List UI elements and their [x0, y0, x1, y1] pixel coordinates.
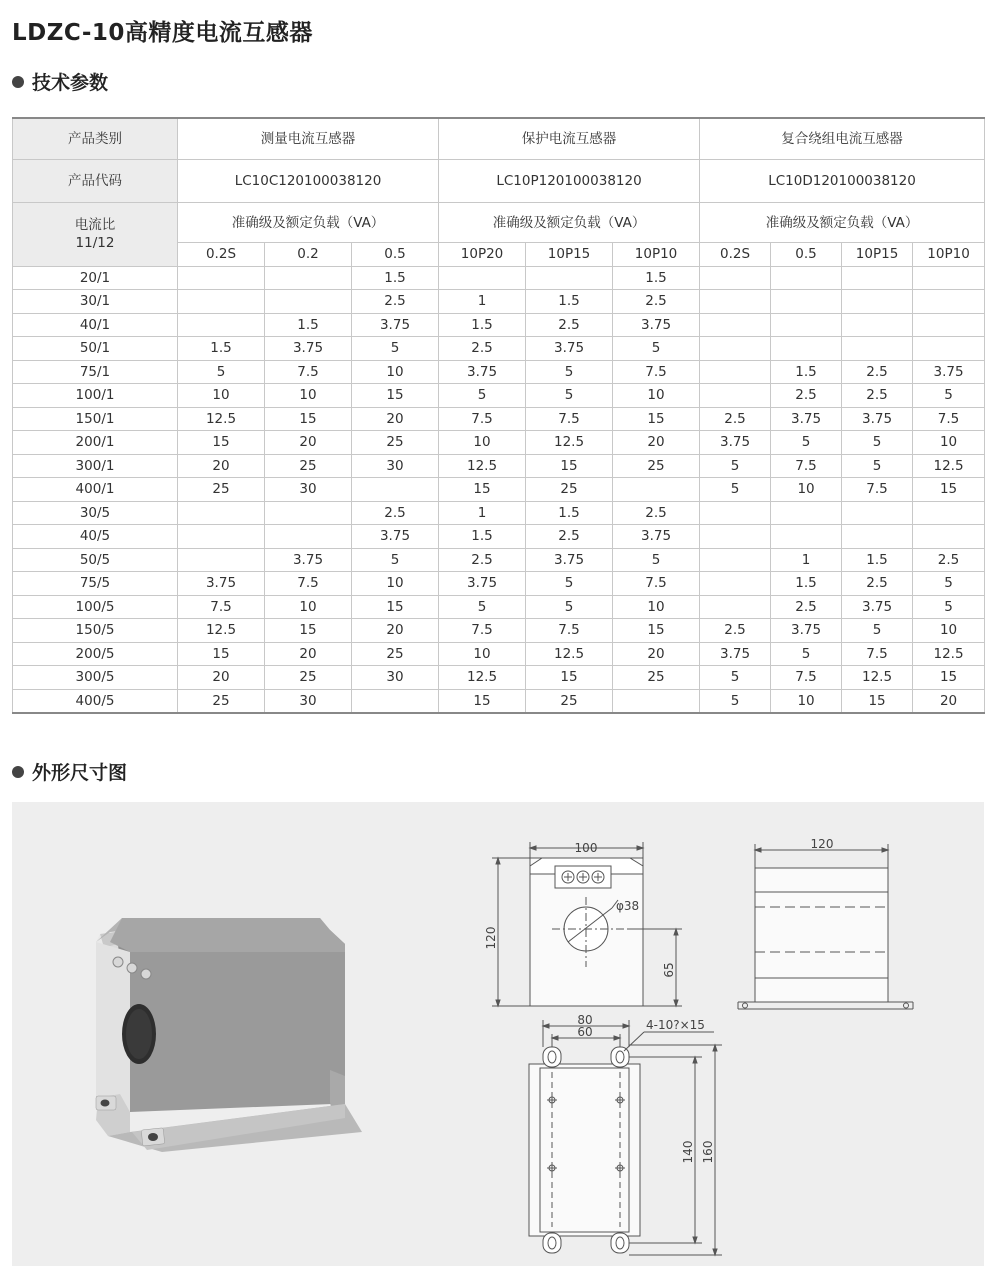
- class-header: 0.2S: [700, 243, 771, 267]
- load-value-cell: [913, 290, 985, 314]
- ratio-cell: 20/1: [13, 266, 178, 290]
- load-value-cell: 1.5: [771, 572, 842, 596]
- load-value-cell: 20: [265, 642, 352, 666]
- dimension-drawing: [12, 802, 984, 1266]
- load-value-cell: 25: [613, 454, 700, 478]
- load-value-cell: 15: [352, 384, 439, 408]
- load-header-protection: 准确级及额定负载（VA）: [439, 203, 700, 243]
- table-row: [13, 619, 985, 643]
- load-value-cell: 1.5: [439, 313, 526, 337]
- load-value-cell: 2.5: [700, 619, 771, 643]
- load-value-cell: 10: [439, 431, 526, 455]
- load-value-cell: 5: [526, 572, 613, 596]
- ratio-label-line1: 电流比: [74, 217, 116, 234]
- load-value-cell: 5: [913, 572, 985, 596]
- load-value-cell: 1: [439, 501, 526, 525]
- load-value-cell: 2.5: [842, 572, 913, 596]
- load-value-cell: 3.75: [526, 337, 613, 361]
- load-value-cell: 7.5: [265, 572, 352, 596]
- ratio-cell: 40/5: [13, 525, 178, 549]
- load-value-cell: [265, 501, 352, 525]
- table-row: [13, 384, 985, 408]
- ratio-cell: 40/1: [13, 313, 178, 337]
- load-value-cell: 1: [439, 290, 526, 314]
- table-row: [13, 572, 985, 596]
- page-title: LDZC-10高精度电流互感器: [12, 20, 313, 46]
- load-value-cell: 10: [178, 384, 265, 408]
- product-code-protection: LC10P120100038120: [439, 160, 700, 203]
- load-value-cell: [178, 290, 265, 314]
- load-value-cell: [771, 290, 842, 314]
- load-value-cell: 7.5: [613, 572, 700, 596]
- load-value-cell: 7.5: [439, 619, 526, 643]
- load-value-cell: 2.5: [526, 313, 613, 337]
- load-value-cell: 3.75: [265, 337, 352, 361]
- load-value-cell: [265, 266, 352, 290]
- product-code-measurement: LC10C120100038120: [178, 160, 439, 203]
- load-value-cell: 5: [842, 619, 913, 643]
- front-view: [492, 842, 682, 1006]
- group-name-measurement: 测量电流互感器: [178, 118, 439, 160]
- load-value-cell: 15: [178, 642, 265, 666]
- load-value-cell: [842, 266, 913, 290]
- load-value-cell: 12.5: [526, 642, 613, 666]
- load-value-cell: 30: [352, 666, 439, 690]
- load-value-cell: 1.5: [178, 337, 265, 361]
- group-name-protection: 保护电流互感器: [439, 118, 700, 160]
- load-value-cell: [913, 525, 985, 549]
- load-value-cell: 5: [352, 548, 439, 572]
- load-value-cell: 25: [526, 689, 613, 713]
- load-value-cell: 5: [913, 595, 985, 619]
- load-value-cell: [842, 501, 913, 525]
- load-value-cell: [700, 290, 771, 314]
- load-value-cell: 3.75: [352, 525, 439, 549]
- load-value-cell: [700, 337, 771, 361]
- table-row: [13, 266, 985, 290]
- load-value-cell: 5: [700, 666, 771, 690]
- ratio-cell: 100/5: [13, 595, 178, 619]
- ratio-cell: 50/5: [13, 548, 178, 572]
- load-value-cell: 25: [265, 666, 352, 690]
- load-value-cell: [613, 689, 700, 713]
- load-value-cell: 1.5: [526, 290, 613, 314]
- table-row: [13, 501, 985, 525]
- load-value-cell: 15: [352, 595, 439, 619]
- load-value-cell: 3.75: [771, 619, 842, 643]
- load-value-cell: [352, 478, 439, 502]
- load-value-cell: [178, 266, 265, 290]
- load-value-cell: 7.5: [439, 407, 526, 431]
- load-value-cell: 5: [842, 431, 913, 455]
- ratio-cell: 200/5: [13, 642, 178, 666]
- dim-base-width-outer: 80: [577, 1013, 593, 1027]
- ratio-cell: 150/5: [13, 619, 178, 643]
- load-value-cell: 2.5: [842, 360, 913, 384]
- load-value-cell: 10: [265, 595, 352, 619]
- ratio-cell: 100/1: [13, 384, 178, 408]
- table-row: [13, 407, 985, 431]
- load-value-cell: 20: [913, 689, 985, 713]
- load-value-cell: [700, 595, 771, 619]
- load-value-cell: 7.5: [913, 407, 985, 431]
- load-value-cell: 1.5: [265, 313, 352, 337]
- load-value-cell: [700, 384, 771, 408]
- load-value-cell: 7.5: [526, 407, 613, 431]
- load-value-cell: 2.5: [771, 384, 842, 408]
- load-value-cell: 2.5: [439, 337, 526, 361]
- load-value-cell: [842, 337, 913, 361]
- load-value-cell: 2.5: [526, 525, 613, 549]
- dim-base-length-inner: 140: [681, 1140, 695, 1164]
- ratio-cell: 50/1: [13, 337, 178, 361]
- load-value-cell: 15: [913, 666, 985, 690]
- dim-front-width: 100: [574, 841, 598, 855]
- load-value-cell: [178, 548, 265, 572]
- load-value-cell: 2.5: [700, 407, 771, 431]
- ratio-cell: 75/5: [13, 572, 178, 596]
- dim-base-width-inner: 60: [577, 1025, 593, 1039]
- bottom-view: [529, 1020, 722, 1255]
- load-value-cell: [771, 313, 842, 337]
- dimension-drawing-panel: [12, 802, 984, 1266]
- ratio-cell: 30/5: [13, 501, 178, 525]
- load-value-cell: 1.5: [439, 525, 526, 549]
- table-row: [13, 290, 985, 314]
- load-value-cell: 12.5: [439, 666, 526, 690]
- section-tech-params: [12, 68, 108, 95]
- product-code-composite: LC10D120100038120: [700, 160, 985, 203]
- load-value-cell: 25: [526, 478, 613, 502]
- ratio-label-line2: 11/12: [75, 235, 115, 252]
- load-value-cell: 15: [913, 478, 985, 502]
- load-value-cell: 15: [265, 619, 352, 643]
- load-value-cell: 10: [913, 431, 985, 455]
- load-value-cell: 12.5: [178, 407, 265, 431]
- product-photo: [96, 918, 362, 1152]
- load-value-cell: 20: [613, 431, 700, 455]
- load-value-cell: 5: [439, 384, 526, 408]
- table-row: [13, 689, 985, 713]
- load-value-cell: 15: [613, 407, 700, 431]
- load-value-cell: 10: [613, 384, 700, 408]
- load-value-cell: 10: [771, 478, 842, 502]
- load-value-cell: 3.75: [613, 525, 700, 549]
- load-value-cell: [265, 290, 352, 314]
- load-value-cell: [700, 548, 771, 572]
- load-value-cell: 7.5: [613, 360, 700, 384]
- load-value-cell: 7.5: [771, 454, 842, 478]
- load-value-cell: [913, 337, 985, 361]
- load-value-cell: 5: [178, 360, 265, 384]
- load-value-cell: 20: [178, 454, 265, 478]
- class-header: 0.2: [265, 243, 352, 267]
- row-label-ratio: [13, 203, 178, 267]
- row-label-code: 产品代码: [13, 160, 178, 203]
- load-value-cell: 12.5: [178, 619, 265, 643]
- load-value-cell: 3.75: [526, 548, 613, 572]
- load-value-cell: 15: [265, 407, 352, 431]
- load-value-cell: 1.5: [352, 266, 439, 290]
- load-value-cell: [439, 266, 526, 290]
- load-value-cell: 1.5: [771, 360, 842, 384]
- load-value-cell: [913, 266, 985, 290]
- load-value-cell: 25: [178, 689, 265, 713]
- load-value-cell: 5: [700, 478, 771, 502]
- load-value-cell: 20: [352, 407, 439, 431]
- load-value-cell: 2.5: [613, 290, 700, 314]
- load-value-cell: 25: [178, 478, 265, 502]
- load-value-cell: 15: [526, 666, 613, 690]
- dim-hole-center-height: 65: [662, 962, 676, 978]
- load-value-cell: 3.75: [439, 572, 526, 596]
- load-value-cell: 2.5: [771, 595, 842, 619]
- section-dimensions: [12, 758, 127, 785]
- load-value-cell: 1.5: [842, 548, 913, 572]
- class-header: 10P15: [842, 243, 913, 267]
- table-row: [13, 478, 985, 502]
- load-value-cell: 10: [352, 360, 439, 384]
- load-value-cell: 2.5: [352, 501, 439, 525]
- spec-table: [12, 117, 985, 714]
- dim-hole-diameter: φ38: [616, 899, 640, 913]
- load-value-cell: 7.5: [178, 595, 265, 619]
- load-value-cell: 2.5: [842, 384, 913, 408]
- load-value-cell: 5: [842, 454, 913, 478]
- load-value-cell: 15: [439, 689, 526, 713]
- load-value-cell: [526, 266, 613, 290]
- load-value-cell: 12.5: [842, 666, 913, 690]
- load-value-cell: 15: [439, 478, 526, 502]
- class-header: 10P10: [913, 243, 985, 267]
- dim-side-width: 120: [810, 837, 834, 851]
- load-value-cell: 5: [700, 454, 771, 478]
- load-value-cell: 12.5: [526, 431, 613, 455]
- load-value-cell: 10: [913, 619, 985, 643]
- load-value-cell: 25: [352, 642, 439, 666]
- load-value-cell: 3.75: [352, 313, 439, 337]
- class-header: 10P10: [613, 243, 700, 267]
- load-value-cell: [178, 525, 265, 549]
- load-value-cell: 5: [613, 337, 700, 361]
- load-value-cell: 15: [526, 454, 613, 478]
- table-row: [13, 337, 985, 361]
- load-value-cell: 3.75: [700, 642, 771, 666]
- load-value-cell: 10: [352, 572, 439, 596]
- load-value-cell: 12.5: [913, 642, 985, 666]
- load-value-cell: 5: [352, 337, 439, 361]
- section-title: 技术参数: [32, 72, 109, 94]
- load-value-cell: [352, 689, 439, 713]
- load-value-cell: [842, 313, 913, 337]
- ratio-cell: 30/1: [13, 290, 178, 314]
- load-value-cell: [771, 525, 842, 549]
- ratio-cell: 75/1: [13, 360, 178, 384]
- load-value-cell: [771, 266, 842, 290]
- load-value-cell: 3.75: [913, 360, 985, 384]
- load-value-cell: [700, 266, 771, 290]
- load-value-cell: [913, 501, 985, 525]
- load-value-cell: 10: [439, 642, 526, 666]
- table-row: [13, 431, 985, 455]
- load-value-cell: 1.5: [613, 266, 700, 290]
- load-value-cell: [700, 525, 771, 549]
- load-value-cell: 2.5: [913, 548, 985, 572]
- dim-front-height: 120: [484, 926, 498, 950]
- load-value-cell: 12.5: [913, 454, 985, 478]
- load-value-cell: 30: [265, 478, 352, 502]
- load-value-cell: 2.5: [439, 548, 526, 572]
- load-value-cell: [842, 525, 913, 549]
- load-value-cell: 15: [842, 689, 913, 713]
- dim-mount-holes: 4-10?×15: [646, 1018, 705, 1032]
- table-row: [13, 313, 985, 337]
- section-title: 外形尺寸图: [32, 762, 128, 784]
- load-value-cell: [613, 478, 700, 502]
- load-value-cell: [265, 525, 352, 549]
- load-value-cell: 12.5: [439, 454, 526, 478]
- load-value-cell: 5: [771, 642, 842, 666]
- load-header-composite: 准确级及额定负载（VA）: [700, 203, 985, 243]
- load-value-cell: 3.75: [700, 431, 771, 455]
- load-value-cell: 5: [526, 384, 613, 408]
- ratio-cell: 400/1: [13, 478, 178, 502]
- load-value-cell: 2.5: [352, 290, 439, 314]
- table-row: [13, 548, 985, 572]
- load-value-cell: [771, 337, 842, 361]
- load-value-cell: 3.75: [842, 407, 913, 431]
- table-row: [13, 525, 985, 549]
- load-value-cell: 25: [352, 431, 439, 455]
- load-value-cell: 3.75: [265, 548, 352, 572]
- side-view: [738, 844, 913, 1009]
- load-value-cell: 15: [178, 431, 265, 455]
- load-value-cell: 7.5: [842, 642, 913, 666]
- load-value-cell: [700, 313, 771, 337]
- load-value-cell: 25: [613, 666, 700, 690]
- load-value-cell: 3.75: [613, 313, 700, 337]
- class-header: 10P20: [439, 243, 526, 267]
- load-value-cell: 30: [352, 454, 439, 478]
- load-value-cell: 5: [439, 595, 526, 619]
- load-value-cell: 5: [526, 360, 613, 384]
- load-value-cell: 10: [265, 384, 352, 408]
- table-row: [13, 454, 985, 478]
- class-header: 0.5: [771, 243, 842, 267]
- class-header: 0.2S: [178, 243, 265, 267]
- table-row: [13, 666, 985, 690]
- class-header: 10P15: [526, 243, 613, 267]
- group-name-composite: 复合绕组电流互感器: [700, 118, 985, 160]
- load-value-cell: 3.75: [439, 360, 526, 384]
- ratio-cell: 300/5: [13, 666, 178, 690]
- ratio-cell: 200/1: [13, 431, 178, 455]
- row-label-category: 产品类别: [13, 118, 178, 160]
- load-value-cell: 20: [352, 619, 439, 643]
- load-value-cell: [178, 313, 265, 337]
- table-row: [13, 642, 985, 666]
- ratio-cell: 300/1: [13, 454, 178, 478]
- load-value-cell: 5: [526, 595, 613, 619]
- load-value-cell: 25: [265, 454, 352, 478]
- load-value-cell: [178, 501, 265, 525]
- load-value-cell: 3.75: [842, 595, 913, 619]
- load-header-measurement: 准确级及额定负载（VA）: [178, 203, 439, 243]
- table-row: [13, 595, 985, 619]
- load-value-cell: 3.75: [771, 407, 842, 431]
- load-value-cell: 5: [613, 548, 700, 572]
- load-value-cell: 5: [700, 689, 771, 713]
- load-value-cell: 10: [613, 595, 700, 619]
- load-value-cell: 20: [178, 666, 265, 690]
- load-value-cell: [700, 572, 771, 596]
- load-value-cell: [700, 360, 771, 384]
- load-value-cell: 3.75: [178, 572, 265, 596]
- dim-base-length-outer: 160: [701, 1140, 715, 1164]
- bullet-icon: [12, 766, 24, 778]
- load-value-cell: 7.5: [526, 619, 613, 643]
- ratio-cell: 400/5: [13, 689, 178, 713]
- load-value-cell: 1.5: [526, 501, 613, 525]
- load-value-cell: 7.5: [842, 478, 913, 502]
- load-value-cell: [913, 313, 985, 337]
- load-value-cell: 20: [613, 642, 700, 666]
- load-value-cell: [771, 501, 842, 525]
- load-value-cell: 10: [771, 689, 842, 713]
- load-value-cell: 30: [265, 689, 352, 713]
- load-value-cell: 5: [913, 384, 985, 408]
- load-value-cell: 1: [771, 548, 842, 572]
- load-value-cell: 7.5: [771, 666, 842, 690]
- load-value-cell: 2.5: [613, 501, 700, 525]
- ratio-cell: 150/1: [13, 407, 178, 431]
- load-value-cell: 7.5: [265, 360, 352, 384]
- class-header: 0.5: [352, 243, 439, 267]
- load-value-cell: 15: [613, 619, 700, 643]
- table-row: [13, 360, 985, 384]
- load-value-cell: 20: [265, 431, 352, 455]
- load-value-cell: 5: [771, 431, 842, 455]
- bullet-icon: [12, 76, 24, 88]
- load-value-cell: [700, 501, 771, 525]
- load-value-cell: [842, 290, 913, 314]
